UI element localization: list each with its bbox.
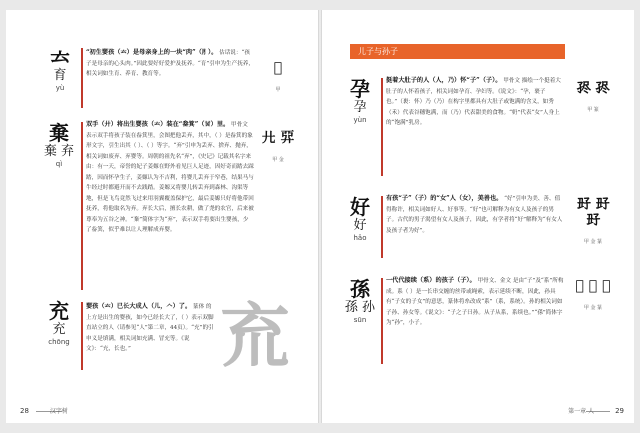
- entry-yun-text: [386, 76, 564, 129]
- entry-yun-ancient: [570, 80, 616, 115]
- left-footer: [20, 406, 68, 415]
- modern-char: 充: [52, 322, 66, 337]
- seal-glyph: 充: [49, 299, 69, 323]
- entry-body: 甲骨文 表示双手将孩子装在畚箕里，会图把他丢弃，其中，（ ）是畚箕的象形文字，引生出其（ ）、（ ）等字。“弃”引申为丢弃、捨弃、抛弃，相关词如废弃、弃婴等。周朝的祖先名“弃”，《史记》记载其名字来由：有一天，帝誉的妃子姜嫄在野外看见巨人足迹，因好奇而踏去踩踏，因而怀孕生子，姜嫄认为不吉利，将婴儿丢弃于窄巷，结果马与牛经过时都避开而不去践踏。姜嫄又将婴儿转丢弃到森林、沟渠等地，但是飞鸟竟然飞过来用羽翼覆盖保护它，最后姜嫄只好将他带回抚养，将他取名为弃。弃长大后，擅长农耕，做了尧的农官，后来被尊奉为五谷之神。“棄”简体字为“弃”，表示双手将要出生婴孩，少了畚箕，似乎难以让人理解成弃婴。: [86, 122, 254, 233]
- left-page: [6, 10, 318, 423]
- seal-glyph: 好: [350, 195, 370, 219]
- entry-yun-glyph: [340, 78, 380, 125]
- right-footer: [568, 406, 624, 415]
- seal-glyph: 孕: [350, 77, 370, 101]
- pinyin: chōng: [48, 338, 70, 346]
- pinyin: qì: [55, 160, 63, 168]
- ancient-glyph: 𢀦 𢀦 𢀦: [575, 278, 611, 294]
- entry-divider: [81, 302, 83, 370]
- entry-hao-ancient: [570, 196, 616, 247]
- section-banner: 儿子与孙子: [350, 44, 565, 59]
- script-tag: 甲: [275, 87, 281, 93]
- entry-lead: 双手（廾）将出生婴孩（𠫓）装在“畚箕”（𠀠）里。: [86, 121, 230, 128]
- entry-chong-glyph: [36, 300, 82, 347]
- entry-lead: 婴孩（𠫓）已长大成人（儿，𠆢）了。: [86, 303, 192, 310]
- seal-glyph: 𠫓: [50, 45, 70, 69]
- page-number: 28: [20, 407, 29, 415]
- script-tag: 甲 篆: [587, 107, 599, 113]
- entry-chong-text: [86, 302, 216, 355]
- entry-body: 篆体 的上方是出生的婴孩，如今已经长大了，（ ）表示双脚直站立的人（请参见“人”第二章，44页）。“充”的引申义是填满，相关词如充满、冒充等。《说文》：“充，长也。”: [86, 304, 214, 352]
- entry-lead: 有孩“子”（子）的“女”人（女），美善也。: [386, 195, 503, 202]
- ancient-glyph: 𦬒: [273, 60, 283, 76]
- ancient-glyph: 𢌬 𢍐: [261, 130, 295, 146]
- script-tag: 甲 金 篆: [583, 305, 603, 311]
- entry-qi-glyph: [36, 122, 82, 169]
- ancient-glyph: 𡥆 𡥆 𡥆: [576, 196, 610, 228]
- entry-yu-ancient: [258, 60, 298, 95]
- entry-body: 甲骨文、金文 是由“子”及“系”所构成。系（ ）是一长串交缠的丝带或绳索，表示延续不断，因此，孙具有“子女的子女”的意思，篆体将糸改成“系”（系，系统）。孙的相关词如子孙、孙女等。《说文》：“子之子曰孙。从子从系，系续也。”“孫”简体字为“孙”，小子。: [386, 278, 564, 326]
- entry-body: “好”引申为美、善、值得称许，相关词如好人、好事等。“好”也可解释为有女人及孩子的男子。古代的男子渴望有女人及孩子，因此，有学者将“好”解释为“有女人及孩子者为好”。: [386, 196, 563, 234]
- pinyin: sūn: [353, 316, 367, 324]
- entry-divider: [381, 78, 383, 176]
- entry-divider: [81, 122, 83, 290]
- entry-divider: [381, 196, 383, 258]
- entry-hao-text: [386, 194, 564, 236]
- entry-qi-text: [86, 120, 254, 236]
- seal-glyph: 棄: [49, 121, 69, 145]
- pinyin: hǎo: [353, 234, 367, 242]
- ancient-glyph: 𡥧 𡥧: [576, 80, 610, 96]
- pinyin: yù: [55, 84, 65, 92]
- modern-char: 棄 弃: [43, 144, 75, 159]
- entry-divider: [81, 48, 83, 108]
- script-tag: 甲 金: [272, 157, 284, 163]
- book-title: 汉字树: [49, 408, 68, 415]
- entry-sun-text: [386, 276, 564, 329]
- entry-hao-glyph: [340, 196, 380, 243]
- script-tag: 甲 金 篆: [583, 239, 603, 245]
- pinyin: yùn: [353, 116, 367, 124]
- right-page: [322, 10, 634, 423]
- entry-body: 估话说：“孩子是母亲的心头肉。”因此要好好爱护及抚养。“育”引申为生产抚养，相关词如生育、养育、教育等。: [86, 50, 254, 77]
- entry-lead: 一代代接续（系）的孩子（子）。: [386, 277, 476, 284]
- modern-char: 孫 孙: [344, 300, 376, 315]
- chapter-title: 第一章 人: [568, 408, 595, 415]
- page-number: 29: [615, 407, 624, 415]
- large-seal-illustration: 㐬: [220, 294, 290, 377]
- entry-sun-glyph: [338, 278, 382, 325]
- entry-divider: [381, 278, 383, 364]
- modern-char: 育: [53, 68, 67, 83]
- modern-char: 好: [353, 218, 367, 233]
- entry-body: 甲骨文 描绘一个挺着大肚子的人怀着孩子，相关词如孕育、孕妇等。《说文》：“孕，裹子也。”（裹：怀）乃（乃）在构字里都具有大肚子或饱满的含义，如秀（禾）代表谷穗饱满，而（乃）代表甜美的食物。“奶”代表“女”人身上的“饱满”乳房。: [386, 78, 561, 126]
- entry-lead: “初生婴孩（𠫓）是母亲身上的一块“肉”（⺼）。: [86, 49, 218, 56]
- entry-lead: 挺着大肚子的人（人，乃）怀“子”（子）。: [386, 77, 502, 84]
- modern-char: 孕: [353, 100, 367, 115]
- entry-sun-ancient: [570, 278, 616, 313]
- entry-yu-text: [86, 48, 254, 80]
- entry-yu-glyph: [40, 46, 80, 93]
- entry-qi-ancient: [258, 130, 298, 165]
- seal-glyph: 孫: [350, 277, 370, 301]
